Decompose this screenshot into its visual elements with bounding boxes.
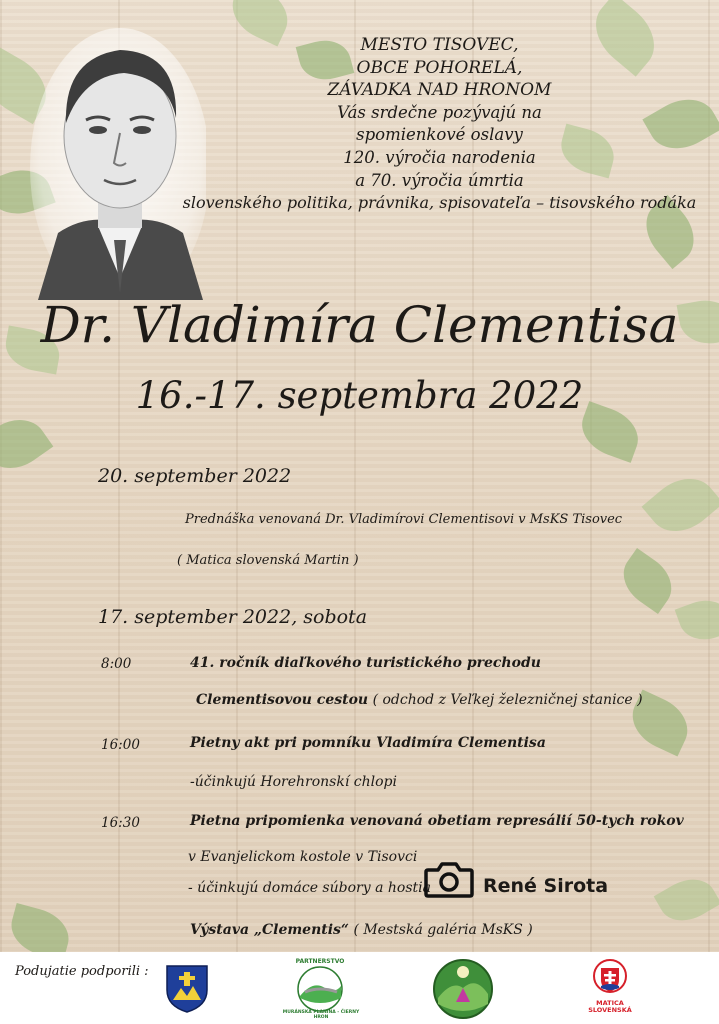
ivy-leaf bbox=[654, 869, 719, 931]
invitation-line: a 70. výročia úmrtia bbox=[355, 170, 524, 190]
honoree-name: Dr. Vladimíra Clementisa bbox=[40, 296, 679, 354]
invitation-header bbox=[160, 34, 719, 215]
event-note: ( odchod z Veľkej železničnej stanice ) bbox=[372, 692, 643, 708]
organizer-line: MESTO TISOVEC, bbox=[360, 35, 519, 55]
matica-slovenska-logo bbox=[592, 958, 628, 998]
event-title: Pietny akt pri pomníku Vladimíra Clementisa bbox=[190, 735, 546, 751]
camera-icon bbox=[424, 860, 474, 898]
town-crest-logo bbox=[163, 962, 211, 1014]
day1-lecture: Prednáška venovaná Dr. Vladimírovi Clementisovi v MsKS Tisovec bbox=[185, 512, 623, 527]
event-title: 41. ročník diaľkového turistického prechodu bbox=[190, 655, 541, 671]
day2-heading: 17. september 2022, sobota bbox=[98, 606, 368, 628]
exhibition-note: ( Mestská galéria MsKS ) bbox=[353, 922, 533, 938]
day1-heading: 20. september 2022 bbox=[98, 465, 292, 487]
event-route-name: Clementisovou cestou bbox=[196, 692, 369, 708]
ivy-leaf bbox=[613, 548, 682, 614]
partnership-logo-top-text: PARTNERSTVO bbox=[295, 958, 345, 965]
ivy-leaf bbox=[642, 465, 719, 545]
matica-logo-text bbox=[585, 1000, 635, 1014]
event-time: 16:30 bbox=[101, 815, 140, 831]
invitation-line: spomienkové oslavy bbox=[356, 125, 523, 145]
sponsors-footer bbox=[0, 952, 719, 1024]
event-time: 8:00 bbox=[101, 656, 132, 672]
day1-lecturer: ( Matica slovenská Martin ) bbox=[177, 553, 359, 568]
exhibition-line bbox=[190, 922, 533, 938]
event-note: - účinkujú domáce súbory a hostia bbox=[188, 880, 431, 896]
ivy-leaf bbox=[675, 593, 719, 648]
invitation-line: Vás srdečne pozývajú na bbox=[337, 102, 542, 122]
event-note: -účinkujú Horehronskí chlopi bbox=[190, 774, 397, 790]
partnership-logo-bottom-text: MURÁNSKA PLANINA - ČIERNY HRON bbox=[282, 1010, 360, 1020]
ivy-leaf bbox=[0, 407, 53, 481]
matica-logo-line1: MATICA bbox=[596, 999, 624, 1007]
invitation-line: slovenského politika, právnika, spisovateľa – tisovského rodáka bbox=[182, 193, 697, 213]
sponsors-label: Podujatie podporili : bbox=[15, 964, 149, 979]
event-title-continued bbox=[196, 692, 643, 708]
event-title: Pietna pripomienka venovaná obetiam represálií 50-tych rokov bbox=[190, 813, 684, 829]
matica-logo-line2: SLOVENSKÁ bbox=[588, 1006, 632, 1014]
nature-circle-logo bbox=[432, 958, 494, 1020]
exhibition-title: Výstava „Clementis“ bbox=[190, 922, 349, 938]
event-time: 16:00 bbox=[101, 737, 140, 753]
organizer-line: OBCE POHORELÁ, bbox=[356, 57, 523, 78]
event-dates: 16.-17. septembra 2022 bbox=[135, 374, 584, 417]
photographer-name: René Sirota bbox=[483, 875, 609, 897]
invitation-line: 120. výročia narodenia bbox=[343, 147, 536, 167]
organizer-line: ZÁVADKA NAD HRONOM bbox=[327, 80, 552, 101]
event-note: v Evanjelickom kostole v Tisovci bbox=[188, 849, 418, 865]
